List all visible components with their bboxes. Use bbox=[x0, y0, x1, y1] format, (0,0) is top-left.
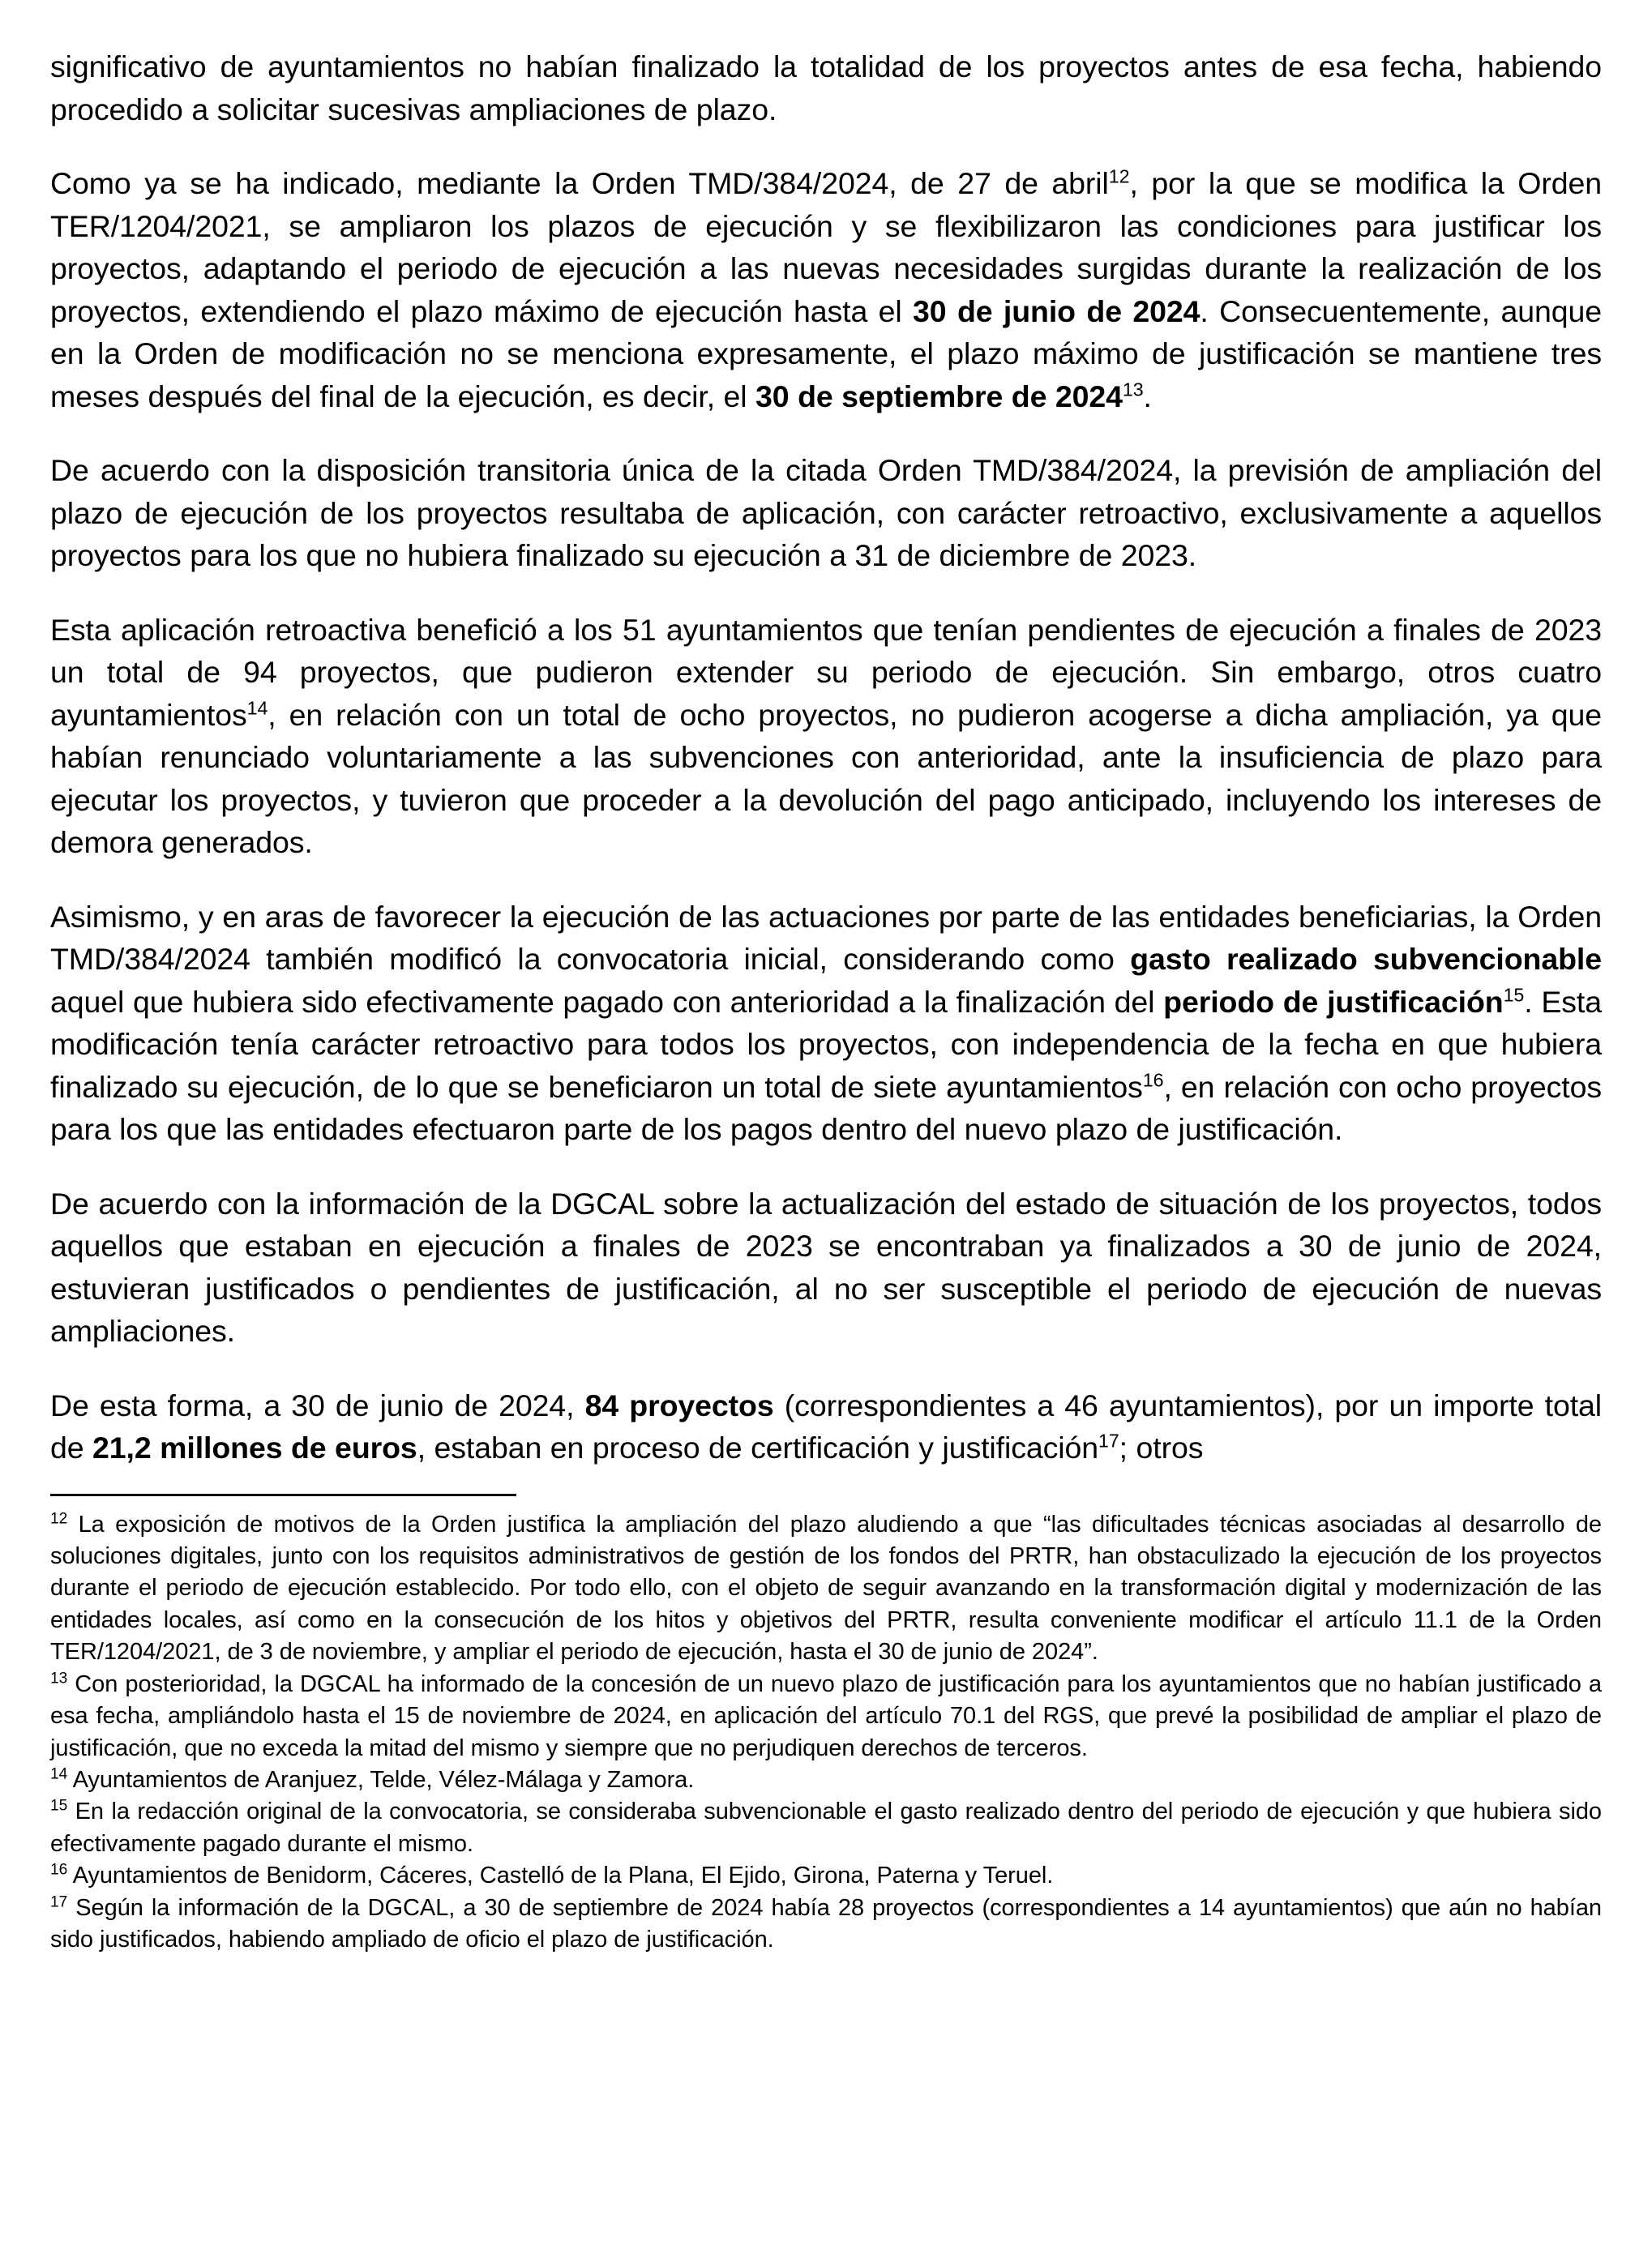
footnote-item bbox=[50, 1669, 1602, 1764]
footnote-separator-rule bbox=[50, 1494, 516, 1496]
body-text-run: , en relación con ocho proyectos para los que las entidades efectuaron parte de los pagos dentro del nuevo plazo de justificación. bbox=[50, 1069, 1602, 1146]
body-text-run: De acuerdo con la disposición transitoria única de la citada Orden TMD/384/2024, la previsión de ampliación del plazo de ejecución de los proyectos resultaba de aplicación, con carácter retroactivo, exclusivamente a aquellos proyectos para los que no hubiera finalizado su ejecución a 31 de diciembre de 2023. bbox=[50, 453, 1602, 572]
emphasis-text: 30 de junio de 2024 bbox=[913, 293, 1200, 328]
body-text-run: . bbox=[1143, 379, 1152, 413]
footnote-reference: 14 bbox=[246, 697, 268, 718]
footnote-text: Ayuntamientos de Aranjuez, Telde, Vélez-Málaga y Zamora. bbox=[67, 1767, 695, 1793]
footnote-text: Con posterioridad, la DGCAL ha informado de la concesión de un nuevo plazo de justificación para los ayuntamientos que no habían justificado a esa fecha, ampliándolo hasta el 15 de noviembre de 2024, en aplicación del artículo 70.1 del RGS, que prevé la posibilidad de ampliar el plazo de justificación, que no exceda la mitad del mismo y siempre que no perjudiquen derechos de terceros. bbox=[50, 1670, 1602, 1761]
body-paragraph bbox=[50, 896, 1602, 1151]
body-text-run: . Consecuentemente, aunque en la Orden de modificación no se menciona expresamente, el plazo máximo de justificación se mantiene tres meses después del final de la ejecución, es decir, el bbox=[50, 293, 1602, 413]
body-text-run: Asimismo, y en aras de favorecer la ejecución de las actuaciones por parte de las entidades beneficiarias, la Orden TMD/384/2024 también modificó la convocatoria inicial, considerando como bbox=[50, 899, 1602, 976]
footnote-marker: 17 bbox=[50, 1893, 68, 1911]
body-text-run: , estaban en proceso de certificación y justificación bbox=[417, 1431, 1098, 1465]
emphasis-text: 30 de septiembre de 2024 bbox=[755, 379, 1123, 413]
footnote-text: La exposición de motivos de la Orden justifica la ampliación del plazo aludiendo a que “las dificultades técnicas asociadas al desarrollo de soluciones digitales, junto con los requisitos administrativos de gestión de los fondos del PRTR, han obstaculizado la ejecución de los proyectos durante el periodo de ejecución establecido. Por todo ello, con el objeto de seguir avanzando en la transformación digital y modernización de las entidades locales, así como en la consecución de los hitos y objetivos del PRTR, resulta conveniente modificar el artículo 11.1 de la Orden TER/1204/2021, de 3 de noviembre, y ampliar el periodo de ejecución, hasta el 30 de junio de 2024”. bbox=[50, 1511, 1602, 1666]
body-paragraph bbox=[50, 1384, 1602, 1469]
footnote-item bbox=[50, 1509, 1602, 1669]
footnote-reference: 16 bbox=[1142, 1069, 1164, 1090]
body-text-run: ; otros bbox=[1119, 1431, 1204, 1465]
emphasis-text: periodo de justificación bbox=[1163, 984, 1504, 1019]
footnote-text: Según la información de la DGCAL, a 30 de septiembre de 2024 había 28 proyectos (correspondientes a 14 ayuntamientos) que aún no habían sido justificados, habiendo ampliado de oficio el plazo de justificación. bbox=[50, 1894, 1602, 1953]
footnote-marker: 15 bbox=[50, 1797, 68, 1815]
body-text-run: . Esta modificación tenía carácter retroactivo para todos los proyectos, con independencia de la fecha en que hubiera finalizado su ejecución, de lo que se beneficiaron un total de siete ayuntamientos bbox=[50, 984, 1603, 1104]
body-text-run: , en relación con un total de ocho proyectos, no pudieron acogerse a dicha ampliación, ya que habían renunciado voluntariamente a las subvenciones con anterioridad, ante la insuficiencia de plazo para ejecutar los proyectos, y tuvieron que proceder a la devolución del pago anticipado, incluyendo los intereses de demora generados. bbox=[50, 697, 1602, 859]
body-text-run: De esta forma, a 30 de junio de 2024, bbox=[50, 1388, 585, 1422]
footnote-text: Ayuntamientos de Benidorm, Cáceres, Castelló de la Plana, El Ejido, Girona, Paterna y Teruel. bbox=[67, 1863, 1054, 1889]
footnote-item bbox=[50, 1764, 1602, 1796]
body-paragraph bbox=[50, 162, 1602, 417]
footnote-area bbox=[50, 1494, 1602, 1957]
footnote-reference: 13 bbox=[1122, 379, 1144, 400]
footnote-text: En la redacción original de la convocatoria, se consideraba subvencionable el gasto realizado dentro del periodo de ejecución y que hubiera sido efectivamente pagado durante el mismo. bbox=[50, 1799, 1602, 1857]
footnote-item bbox=[50, 1893, 1602, 1957]
body-text-run: aquel que hubiera sido efectivamente pagado con anterioridad a la finalización del bbox=[50, 984, 1164, 1019]
body-paragraph bbox=[50, 449, 1602, 577]
body-text-run: , por la que se modifica la Orden TER/1204/2021, se ampliaron los plazos de ejecución y se flexibilizaron las condiciones para justificar los proyectos, adaptando el periodo de ejecución a las nuevas necesidades surgidas durante la realización de los proyectos, extendiendo el plazo máximo de ejecución hasta el bbox=[50, 166, 1602, 328]
body-text-run: significativo de ayuntamientos no habían finalizado la totalidad de los proyectos antes de esa fecha, habiendo procedido a solicitar sucesivas ampliaciones de plazo. bbox=[50, 49, 1602, 126]
footnote-reference: 17 bbox=[1098, 1430, 1119, 1452]
footnote-reference: 15 bbox=[1503, 984, 1525, 1005]
body-paragraph bbox=[50, 609, 1602, 864]
body-paragraph bbox=[50, 45, 1602, 130]
footnote-list bbox=[50, 1509, 1602, 1957]
emphasis-text: 84 proyectos bbox=[584, 1388, 774, 1422]
body-text-run: De acuerdo con la información de la DGCAL sobre la actualización del estado de situación de los proyectos, todos aquellos que estaban en ejecución a finales de 2023 se encontraban ya finalizados a 30 de junio de 2024, estuvieran justificados o pendientes de justificación, al no ser susceptible el periodo de ejecución de nuevas ampliaciones. bbox=[50, 1186, 1602, 1348]
emphasis-text: 21,2 millones de euros bbox=[92, 1431, 417, 1465]
footnote-marker: 12 bbox=[50, 1509, 68, 1527]
footnote-marker: 13 bbox=[50, 1670, 68, 1688]
body-text-block bbox=[50, 45, 1602, 1469]
footnote-marker: 16 bbox=[50, 1861, 68, 1879]
body-text-run: Como ya se ha indicado, mediante la Orden TMD/384/2024, de 27 de abril bbox=[50, 166, 1109, 200]
page-content bbox=[50, 45, 1602, 1957]
footnote-marker: 14 bbox=[50, 1765, 68, 1783]
body-paragraph bbox=[50, 1183, 1602, 1353]
body-text-run: Esta aplicación retroactiva benefició a los 51 ayuntamientos que tenían pendientes de ejecución a finales de 2023 un total de 94 proyectos, que pudieron extender su periodo de ejecución. Sin embargo, otros cuatro ayuntamientos bbox=[50, 612, 1602, 732]
footnote-item bbox=[50, 1796, 1602, 1860]
emphasis-text: gasto realizado subvencionable bbox=[1130, 942, 1602, 976]
body-text-run: (correspondientes a 46 ayuntamientos), por un importe total de bbox=[50, 1388, 1603, 1465]
footnote-item bbox=[50, 1860, 1602, 1892]
footnote-reference: 12 bbox=[1108, 165, 1130, 187]
